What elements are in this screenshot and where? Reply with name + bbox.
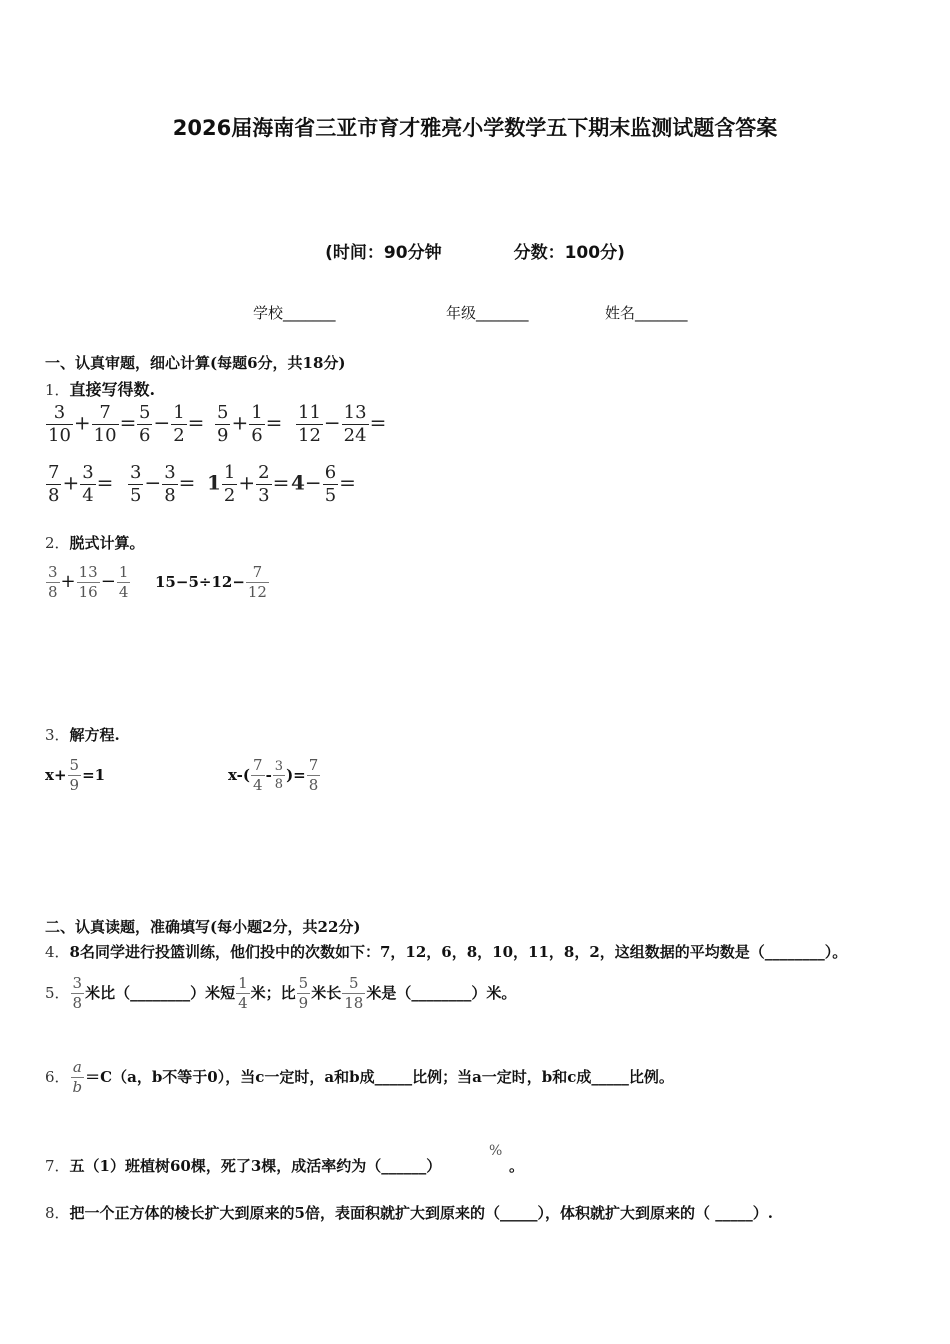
q1-expr-7: 1 $\frac{1}{2}$ + $\frac{2}{3}$ = — [207, 462, 290, 506]
fraction: $\frac{7}{10}$ — [93, 402, 117, 446]
grade-blank: _______ — [476, 304, 529, 322]
q7 — [45, 1155, 441, 1176]
q2-text: 脱式计算。 — [69, 534, 145, 552]
page-title: 2026届海南省三亚市育才雅亮小学数学五下期末监测试题含答案 — [172, 116, 778, 140]
q4-text: 8名同学进行投篮训练，他们投中的次数如下：7，12，6，8，10，11，8，2，这组数据的平均数是（________）。 — [69, 943, 848, 961]
q4-number: 4． — [45, 943, 70, 961]
fraction: $\frac{3}{8}$ — [274, 759, 284, 792]
q6-number: 6． — [45, 1068, 70, 1086]
q2-expr-1: $\frac{3}{8}$ + $\frac{13}{16}$ − $\frac{1}{4}$ — [48, 563, 129, 601]
q1-expr-3: $\frac{5}{9}$ + $\frac{1}{6}$ = — [217, 402, 283, 446]
q1-expr-4: $\frac{11}{12}$ − $\frac{13}{24}$ = — [298, 402, 387, 446]
fraction: $\frac{11}{12}$ — [298, 402, 321, 446]
q8 — [45, 1202, 773, 1223]
q1-expr-1: $\frac{3}{10}$ + $\frac{7}{10}$ = — [48, 402, 137, 446]
q1-expr-8: 4− $\frac{6}{5}$ = — [291, 462, 356, 506]
q7-number: 7． — [45, 1157, 70, 1175]
fraction: $\frac{7}{8}$ — [48, 462, 60, 506]
q3-number: 3． — [45, 726, 70, 744]
fraction: $\frac{13}{16}$ — [78, 563, 98, 601]
q7-end: 。 — [509, 1157, 525, 1175]
fraction: $\frac{1}{6}$ — [251, 402, 263, 446]
fraction: $\frac{a}{b}$ — [72, 1058, 83, 1096]
q2-title — [45, 532, 145, 553]
name-label: 姓名 — [605, 304, 636, 322]
fraction: $\frac{3}{8}$ — [48, 563, 58, 601]
q2-number: 2． — [45, 534, 70, 552]
q5-number: 5． — [45, 984, 70, 1002]
fraction: $\frac{3}{5}$ — [130, 462, 142, 506]
fraction: $\frac{5}{6}$ — [139, 402, 151, 446]
q1-number: 1． — [45, 381, 70, 399]
fraction: $\frac{5}{9}$ — [217, 402, 229, 446]
q5: 5． $\frac{3}{8}$ 米比（________）米短 $\frac{1}{4}$ 米；比 $\frac{5}{9}$ 米长 $\frac{5}{18}$ 米是（________）米。 — [45, 974, 517, 1012]
q8-number: 8． — [45, 1204, 70, 1222]
fraction: $\frac{1}{4}$ — [238, 974, 248, 1012]
section1-heading: 一、认真审题，细心计算(每题6分，共18分) — [45, 354, 346, 372]
fraction: $\frac{5}{9}$ — [298, 974, 309, 1012]
q4 — [45, 941, 847, 962]
fraction: $\frac{3}{10}$ — [48, 402, 71, 446]
q3-equation-1: x+ $\frac{5}{9}$ =1 — [45, 756, 106, 794]
fraction: $\frac{7}{8}$ — [308, 756, 319, 794]
q3-equation-2: x-( $\frac{7}{4}$ - $\frac{3}{8}$ )= $\frac{7}{8}$ — [228, 756, 319, 794]
fraction: $\frac{1}{4}$ — [118, 563, 129, 601]
q7-text: 五（1）班植树60棵，死了3棵，成活率约为（______） — [69, 1157, 442, 1175]
exam-info — [0, 238, 950, 263]
q1-title — [45, 377, 155, 400]
school-blank: _______ — [283, 304, 336, 322]
q1-expr-6: $\frac{3}{5}$ − $\frac{3}{8}$ = — [130, 462, 196, 506]
q1-text: 直接写得数. — [69, 380, 156, 399]
fraction: $\frac{3}{8}$ — [164, 462, 176, 506]
fraction: $\frac{6}{5}$ — [324, 462, 337, 506]
fraction: $\frac{5}{18}$ — [344, 974, 364, 1012]
section2-heading: 二、认真读题，准确填写(每小题2分，共22分) — [45, 918, 361, 936]
exam-score: 分数：100分) — [513, 243, 625, 263]
q7-percent-sign: % — [489, 1143, 503, 1159]
q1-expr-2: $\frac{5}{6}$ − $\frac{1}{2}$ = — [139, 402, 205, 446]
grade-label: 年级 — [446, 304, 477, 322]
fraction: $\frac{2}{3}$ — [258, 462, 270, 506]
fraction: $\frac{13}{24}$ — [343, 402, 367, 446]
q3-title — [45, 724, 120, 745]
fraction: $\frac{3}{8}$ — [72, 974, 83, 1012]
fraction: $\frac{1}{2}$ — [223, 462, 236, 506]
fraction: $\frac{1}{2}$ — [173, 402, 185, 446]
exam-time: (时间：90分钟 — [325, 243, 442, 263]
q3-text: 解方程. — [69, 726, 120, 744]
fraction: $\frac{3}{4}$ — [82, 462, 94, 506]
fraction: $\frac{5}{9}$ — [69, 756, 80, 794]
q8-text: 把一个正方体的棱长扩大到原来的5倍，表面积就扩大到原来的（_____），体积就扩大到原来的（ _____）. — [69, 1204, 773, 1222]
q2-expr-2: 15−5÷12− $\frac{7}{12}$ — [155, 563, 267, 601]
q1-expr-5: $\frac{7}{8}$ + $\frac{3}{4}$ = — [48, 462, 114, 506]
grade-field — [446, 302, 529, 323]
fraction: $\frac{7}{12}$ — [247, 563, 267, 601]
school-field — [253, 302, 336, 323]
school-label: 学校 — [253, 304, 284, 322]
name-field — [605, 302, 688, 323]
name-blank: _______ — [635, 304, 688, 322]
fraction: $\frac{7}{4}$ — [253, 756, 263, 794]
q6: 6． $\frac{a}{b}$ ＝C（a，b不等于0），当c一定时，a和b成_____比例；当a一定时，b和c成_____比例。 — [45, 1058, 674, 1096]
